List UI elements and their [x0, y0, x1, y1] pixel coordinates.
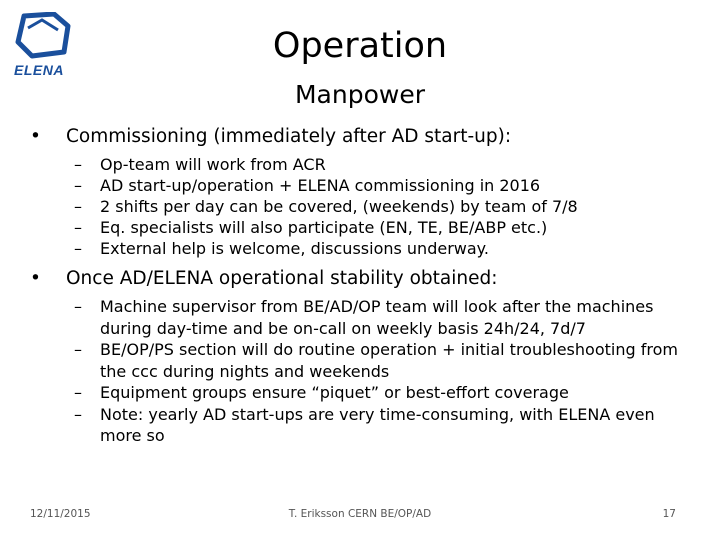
list-item: – AD start-up/operation + ELENA commissioning in 2016 — [74, 176, 541, 195]
list-item: – BE/OP/PS section will do routine operation + initial troubleshooting from the ccc during nights and weekends — [74, 340, 678, 381]
dash: – — [74, 218, 82, 237]
stability-list — [30, 296, 700, 447]
bullet-dot: • — [30, 126, 41, 147]
list-item: – Op-team will work from ACR — [74, 155, 326, 174]
list-item: – 2 shifts per day can be covered, (weekends) by team of 7/8 — [74, 197, 578, 216]
bullet-text: Once AD/ELENA operational stability obtained: — [66, 268, 498, 289]
footer-author: T. Eriksson CERN BE/OP/AD — [288, 508, 432, 520]
list-item: – External help is welcome, discussions underway. — [74, 239, 489, 258]
slide-content — [30, 125, 700, 447]
bullet-commissioning — [30, 125, 700, 149]
bullet-text: Commissioning (immediately after AD start-up): — [66, 126, 512, 147]
dash: – — [74, 297, 82, 316]
footer-date: 12/11/2015 — [30, 508, 91, 520]
dash: – — [74, 155, 82, 174]
slide-subtitle: Manpower — [294, 80, 425, 109]
list-item: – Machine supervisor from BE/AD/OP team will look after the machines during day-time and be on-call on weekly basis 24h/24, 7d/7 — [74, 297, 654, 338]
dash: – — [74, 340, 82, 359]
dash: – — [74, 239, 82, 258]
dash: – — [74, 383, 82, 402]
dash: – — [74, 197, 82, 216]
list-item: – Eq. specialists will also participate (EN, TE, BE/ABP etc.) — [74, 218, 548, 237]
bullet-dot: • — [30, 268, 41, 289]
commissioning-list — [30, 154, 700, 259]
elena-logo-text: ELENA — [14, 62, 64, 78]
list-item: – Equipment groups ensure “piquet” or best-effort coverage — [74, 383, 569, 402]
bullet-operational-stability — [30, 267, 700, 291]
list-item: – Note: yearly AD start-ups are very time-consuming, with ELENA even more so — [74, 404, 655, 445]
footer-page-number: 17 — [662, 508, 676, 520]
slide-title: Operation — [272, 26, 448, 66]
dash: – — [74, 404, 82, 424]
dash: – — [74, 176, 82, 195]
